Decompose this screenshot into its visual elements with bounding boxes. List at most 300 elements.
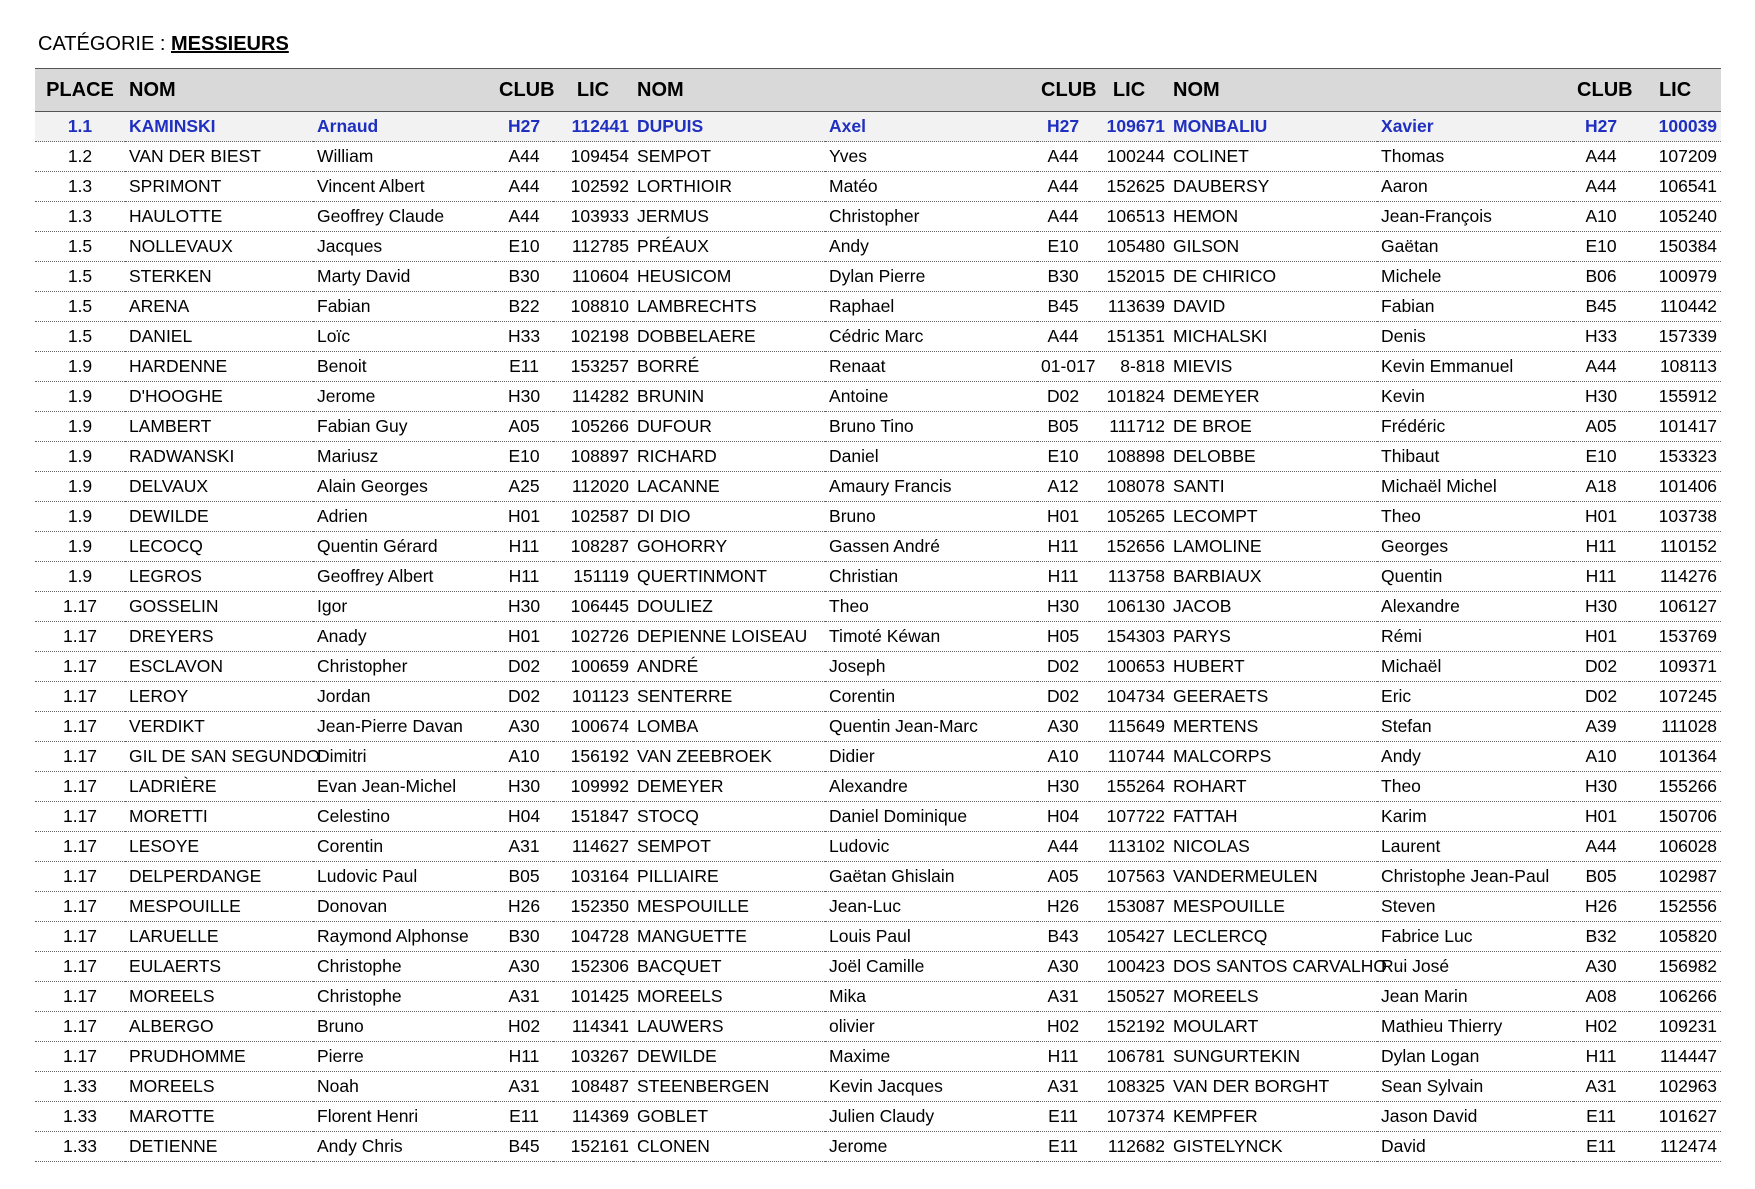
table-row xyxy=(35,442,1721,472)
cell-club-3: E10 xyxy=(1573,442,1629,472)
cell-club-1: E10 xyxy=(495,442,553,472)
cell-prenom-1: Pierre xyxy=(313,1042,495,1072)
cell-nom-2: QUERTINMONT xyxy=(633,562,825,592)
cell-prenom-3: Theo xyxy=(1377,772,1573,802)
cell-lic-2: 154303 xyxy=(1089,622,1169,652)
cell-prenom-1: Igor xyxy=(313,592,495,622)
cell-lic-1: 108487 xyxy=(553,1072,633,1102)
cell-prenom-2: Ludovic xyxy=(825,832,1037,862)
cell-club-3: A39 xyxy=(1573,712,1629,742)
cell-club-1: E11 xyxy=(495,1102,553,1132)
cell-prenom-1: Raymond Alphonse xyxy=(313,922,495,952)
cell-place: 1.17 xyxy=(35,922,125,952)
cell-nom-2: MANGUETTE xyxy=(633,922,825,952)
cell-club-1: H30 xyxy=(495,382,553,412)
table-row xyxy=(35,682,1721,712)
cell-lic-1: 102198 xyxy=(553,322,633,352)
cell-nom-2: CLONEN xyxy=(633,1132,825,1162)
cell-nom-1: HARDENNE xyxy=(125,352,313,382)
cell-prenom-3: Michaël Michel xyxy=(1377,472,1573,502)
cell-prenom-1: Andy Chris xyxy=(313,1132,495,1162)
cell-prenom-1: Jerome xyxy=(313,382,495,412)
cell-club-3: E11 xyxy=(1573,1132,1629,1162)
cell-club-1: A05 xyxy=(495,412,553,442)
cell-nom-1: MORETTI xyxy=(125,802,313,832)
cell-club-2: A31 xyxy=(1037,1072,1089,1102)
cell-nom-2: DUPUIS xyxy=(633,112,825,142)
cell-club-3: A08 xyxy=(1573,982,1629,1012)
cell-club-3: A44 xyxy=(1573,142,1629,172)
cell-lic-3: 107209 xyxy=(1629,142,1721,172)
cell-club-2: H30 xyxy=(1037,772,1089,802)
cell-prenom-1: Quentin Gérard xyxy=(313,532,495,562)
cell-prenom-1: Alain Georges xyxy=(313,472,495,502)
cell-lic-1: 156192 xyxy=(553,742,633,772)
cell-lic-2: 108325 xyxy=(1089,1072,1169,1102)
cell-club-1: B05 xyxy=(495,862,553,892)
cell-club-1: H27 xyxy=(495,112,553,142)
cell-nom-3: MICHALSKI xyxy=(1169,322,1377,352)
cell-lic-3: 110152 xyxy=(1629,532,1721,562)
cell-nom-2: STOCQ xyxy=(633,802,825,832)
cell-prenom-2: Jean-Luc xyxy=(825,892,1037,922)
cell-club-3: A44 xyxy=(1573,172,1629,202)
cell-lic-2: 104734 xyxy=(1089,682,1169,712)
cell-prenom-2: Daniel Dominique xyxy=(825,802,1037,832)
cell-prenom-3: Thibaut xyxy=(1377,442,1573,472)
cell-nom-3: PARYS xyxy=(1169,622,1377,652)
cell-lic-2: 106513 xyxy=(1089,202,1169,232)
cell-nom-2: DOULIEZ xyxy=(633,592,825,622)
cell-prenom-1: Loïc xyxy=(313,322,495,352)
cell-prenom-1: Anady xyxy=(313,622,495,652)
cell-club-2: H26 xyxy=(1037,892,1089,922)
cell-nom-2: ANDRÉ xyxy=(633,652,825,682)
cell-nom-2: PRÉAUX xyxy=(633,232,825,262)
cell-lic-2: 107563 xyxy=(1089,862,1169,892)
table-row xyxy=(35,832,1721,862)
cell-lic-3: 101406 xyxy=(1629,472,1721,502)
cell-nom-1: STERKEN xyxy=(125,262,313,292)
cell-prenom-1: Benoit xyxy=(313,352,495,382)
cell-nom-3: SUNGURTEKIN xyxy=(1169,1042,1377,1072)
cell-club-3: B45 xyxy=(1573,292,1629,322)
cell-prenom-3: Kevin xyxy=(1377,382,1573,412)
cell-nom-1: DANIEL xyxy=(125,322,313,352)
table-row xyxy=(35,322,1721,352)
header-lic: LIC xyxy=(1089,69,1169,112)
cell-prenom-3: Jean-François xyxy=(1377,202,1573,232)
table-row xyxy=(35,562,1721,592)
cell-prenom-3: Fabrice Luc xyxy=(1377,922,1573,952)
cell-lic-2: 107722 xyxy=(1089,802,1169,832)
cell-prenom-1: Celestino xyxy=(313,802,495,832)
cell-club-2: E11 xyxy=(1037,1132,1089,1162)
cell-lic-3: 111028 xyxy=(1629,712,1721,742)
cell-prenom-3: Karim xyxy=(1377,802,1573,832)
cell-club-2: B45 xyxy=(1037,292,1089,322)
cell-lic-2: 110744 xyxy=(1089,742,1169,772)
cell-nom-1: PRUDHOMME xyxy=(125,1042,313,1072)
cell-place: 1.17 xyxy=(35,982,125,1012)
cell-place: 1.17 xyxy=(35,682,125,712)
category-label: CATÉGORIE : xyxy=(38,33,166,55)
cell-place: 1.17 xyxy=(35,772,125,802)
cell-lic-2: 152625 xyxy=(1089,172,1169,202)
table-row xyxy=(35,142,1721,172)
cell-nom-1: KAMINSKI xyxy=(125,112,313,142)
cell-nom-1: MOREELS xyxy=(125,982,313,1012)
cell-prenom-3: Mathieu Thierry xyxy=(1377,1012,1573,1042)
cell-nom-1: DETIENNE xyxy=(125,1132,313,1162)
cell-place: 1.17 xyxy=(35,742,125,772)
cell-nom-2: BRUNIN xyxy=(633,382,825,412)
cell-nom-2: LACANNE xyxy=(633,472,825,502)
table-row xyxy=(35,1132,1721,1162)
cell-nom-1: SPRIMONT xyxy=(125,172,313,202)
cell-lic-3: 100979 xyxy=(1629,262,1721,292)
cell-nom-3: COLINET xyxy=(1169,142,1377,172)
cell-club-2: A05 xyxy=(1037,862,1089,892)
cell-nom-3: MOULART xyxy=(1169,1012,1377,1042)
cell-nom-1: ALBERGO xyxy=(125,1012,313,1042)
header-row xyxy=(35,69,1721,112)
cell-prenom-3: Aaron xyxy=(1377,172,1573,202)
cell-club-3: H30 xyxy=(1573,382,1629,412)
cell-club-1: E10 xyxy=(495,232,553,262)
cell-lic-1: 112441 xyxy=(553,112,633,142)
cell-nom-3: LECOMPT xyxy=(1169,502,1377,532)
cell-place: 1.1 xyxy=(35,112,125,142)
cell-prenom-3: Laurent xyxy=(1377,832,1573,862)
header-club: CLUB xyxy=(1037,69,1089,112)
cell-lic-1: 102592 xyxy=(553,172,633,202)
cell-club-2: B05 xyxy=(1037,412,1089,442)
cell-nom-3: GISTELYNCK xyxy=(1169,1132,1377,1162)
cell-prenom-3: Dylan Logan xyxy=(1377,1042,1573,1072)
cell-prenom-3: Quentin xyxy=(1377,562,1573,592)
cell-place: 1.17 xyxy=(35,832,125,862)
cell-lic-3: 156982 xyxy=(1629,952,1721,982)
cell-prenom-2: Joseph xyxy=(825,652,1037,682)
table-row xyxy=(35,1072,1721,1102)
cell-prenom-1: Christophe xyxy=(313,982,495,1012)
cell-prenom-2: Christopher xyxy=(825,202,1037,232)
table-row xyxy=(35,172,1721,202)
cell-club-1: H02 xyxy=(495,1012,553,1042)
cell-nom-2: DEMEYER xyxy=(633,772,825,802)
cell-prenom-1: Bruno xyxy=(313,1012,495,1042)
cell-club-1: A10 xyxy=(495,742,553,772)
cell-lic-3: 106127 xyxy=(1629,592,1721,622)
cell-club-1: H01 xyxy=(495,502,553,532)
cell-lic-2: 100653 xyxy=(1089,652,1169,682)
cell-prenom-2: Quentin Jean-Marc xyxy=(825,712,1037,742)
cell-lic-2: 150527 xyxy=(1089,982,1169,1012)
cell-place: 1.2 xyxy=(35,142,125,172)
cell-club-3: A31 xyxy=(1573,1072,1629,1102)
cell-nom-3: KEMPFER xyxy=(1169,1102,1377,1132)
cell-lic-1: 151847 xyxy=(553,802,633,832)
cell-lic-1: 102587 xyxy=(553,502,633,532)
table-row xyxy=(35,802,1721,832)
cell-lic-3: 153323 xyxy=(1629,442,1721,472)
cell-club-2: B43 xyxy=(1037,922,1089,952)
cell-lic-1: 112785 xyxy=(553,232,633,262)
cell-club-1: H30 xyxy=(495,772,553,802)
cell-nom-3: LECLERCQ xyxy=(1169,922,1377,952)
cell-lic-3: 100039 xyxy=(1629,112,1721,142)
cell-prenom-2: Daniel xyxy=(825,442,1037,472)
cell-prenom-2: Andy xyxy=(825,232,1037,262)
cell-club-2: D02 xyxy=(1037,382,1089,412)
cell-club-2: A44 xyxy=(1037,172,1089,202)
cell-prenom-1: Jean-Pierre Davan xyxy=(313,712,495,742)
cell-club-1: H11 xyxy=(495,1042,553,1072)
cell-club-2: A31 xyxy=(1037,982,1089,1012)
cell-nom-3: MALCORPS xyxy=(1169,742,1377,772)
cell-nom-1: MAROTTE xyxy=(125,1102,313,1132)
cell-prenom-2: Jerome xyxy=(825,1132,1037,1162)
cell-prenom-3: Kevin Emmanuel xyxy=(1377,352,1573,382)
cell-nom-3: FATTAH xyxy=(1169,802,1377,832)
cell-club-3: H26 xyxy=(1573,892,1629,922)
table-row xyxy=(35,532,1721,562)
cell-place: 1.9 xyxy=(35,502,125,532)
cell-nom-2: MESPOUILLE xyxy=(633,892,825,922)
cell-lic-1: 109992 xyxy=(553,772,633,802)
cell-club-2: E11 xyxy=(1037,1102,1089,1132)
cell-prenom-1: Arnaud xyxy=(313,112,495,142)
cell-place: 1.17 xyxy=(35,1042,125,1072)
cell-prenom-2: Timoté Kéwan xyxy=(825,622,1037,652)
cell-club-3: A05 xyxy=(1573,412,1629,442)
cell-prenom-2: Bruno Tino xyxy=(825,412,1037,442)
cell-nom-2: STEENBERGEN xyxy=(633,1072,825,1102)
cell-nom-3: DE BROE xyxy=(1169,412,1377,442)
cell-lic-3: 114276 xyxy=(1629,562,1721,592)
cell-nom-1: LAMBERT xyxy=(125,412,313,442)
cell-lic-3: 103738 xyxy=(1629,502,1721,532)
cell-prenom-2: Gaëtan Ghislain xyxy=(825,862,1037,892)
cell-club-3: A10 xyxy=(1573,202,1629,232)
header-nom: NOM xyxy=(633,69,1037,112)
cell-club-3: A44 xyxy=(1573,352,1629,382)
cell-place: 1.5 xyxy=(35,232,125,262)
cell-prenom-2: Louis Paul xyxy=(825,922,1037,952)
cell-place: 1.33 xyxy=(35,1132,125,1162)
cell-prenom-2: Joël Camille xyxy=(825,952,1037,982)
cell-nom-1: NOLLEVAUX xyxy=(125,232,313,262)
cell-lic-1: 153257 xyxy=(553,352,633,382)
table-row xyxy=(35,922,1721,952)
cell-prenom-2: Corentin xyxy=(825,682,1037,712)
cell-prenom-2: Raphael xyxy=(825,292,1037,322)
cell-prenom-2: Antoine xyxy=(825,382,1037,412)
cell-club-2: H05 xyxy=(1037,622,1089,652)
cell-lic-1: 152350 xyxy=(553,892,633,922)
cell-nom-3: VANDERMEULEN xyxy=(1169,862,1377,892)
cell-lic-1: 110604 xyxy=(553,262,633,292)
cell-lic-1: 103164 xyxy=(553,862,633,892)
cell-nom-2: HEUSICOM xyxy=(633,262,825,292)
cell-lic-2: 105480 xyxy=(1089,232,1169,262)
cell-lic-3: 110442 xyxy=(1629,292,1721,322)
cell-lic-1: 152306 xyxy=(553,952,633,982)
cell-lic-1: 114369 xyxy=(553,1102,633,1132)
cell-prenom-3: Frédéric xyxy=(1377,412,1573,442)
cell-lic-3: 102963 xyxy=(1629,1072,1721,1102)
cell-club-1: H04 xyxy=(495,802,553,832)
cell-prenom-2: Kevin Jacques xyxy=(825,1072,1037,1102)
cell-club-3: D02 xyxy=(1573,682,1629,712)
cell-prenom-3: Stefan xyxy=(1377,712,1573,742)
cell-prenom-2: Alexandre xyxy=(825,772,1037,802)
cell-lic-2: 100423 xyxy=(1089,952,1169,982)
table-row xyxy=(35,352,1721,382)
cell-lic-3: 157339 xyxy=(1629,322,1721,352)
cell-lic-2: 109671 xyxy=(1089,112,1169,142)
cell-place: 1.17 xyxy=(35,892,125,922)
table-row xyxy=(35,772,1721,802)
cell-prenom-3: Michele xyxy=(1377,262,1573,292)
cell-club-1: H11 xyxy=(495,532,553,562)
cell-club-3: H02 xyxy=(1573,1012,1629,1042)
cell-club-1: H11 xyxy=(495,562,553,592)
cell-club-1: B45 xyxy=(495,1132,553,1162)
cell-club-2: H27 xyxy=(1037,112,1089,142)
cell-lic-2: 115649 xyxy=(1089,712,1169,742)
cell-nom-2: DI DIO xyxy=(633,502,825,532)
cell-place: 1.9 xyxy=(35,412,125,442)
cell-nom-2: BACQUET xyxy=(633,952,825,982)
cell-lic-3: 105240 xyxy=(1629,202,1721,232)
cell-place: 1.5 xyxy=(35,322,125,352)
cell-club-1: A44 xyxy=(495,172,553,202)
cell-nom-1: LEGROS xyxy=(125,562,313,592)
cell-nom-2: LAUWERS xyxy=(633,1012,825,1042)
header-lic: LIC xyxy=(553,69,633,112)
cell-club-2: H30 xyxy=(1037,592,1089,622)
cell-club-3: B32 xyxy=(1573,922,1629,952)
cell-club-2: 01-017 xyxy=(1037,352,1089,382)
cell-nom-1: DREYERS xyxy=(125,622,313,652)
cell-club-3: A10 xyxy=(1573,742,1629,772)
category-value: MESSIEURS xyxy=(170,33,289,55)
cell-prenom-1: Florent Henri xyxy=(313,1102,495,1132)
cell-nom-2: DOBBELAERE xyxy=(633,322,825,352)
cell-place: 1.9 xyxy=(35,442,125,472)
cell-lic-2: 112682 xyxy=(1089,1132,1169,1162)
cell-club-2: A44 xyxy=(1037,832,1089,862)
cell-lic-3: 101417 xyxy=(1629,412,1721,442)
cell-place: 1.17 xyxy=(35,622,125,652)
cell-club-1: H01 xyxy=(495,622,553,652)
cell-nom-2: DEWILDE xyxy=(633,1042,825,1072)
header-lic: LIC xyxy=(1629,69,1721,112)
cell-nom-3: DEMEYER xyxy=(1169,382,1377,412)
cell-club-1: H33 xyxy=(495,322,553,352)
cell-nom-2: GOBLET xyxy=(633,1102,825,1132)
cell-club-3: B06 xyxy=(1573,262,1629,292)
cell-prenom-1: Dimitri xyxy=(313,742,495,772)
cell-prenom-3: Sean Sylvain xyxy=(1377,1072,1573,1102)
cell-lic-2: 107374 xyxy=(1089,1102,1169,1132)
cell-nom-2: PILLIAIRE xyxy=(633,862,825,892)
cell-lic-1: 100659 xyxy=(553,652,633,682)
cell-lic-1: 108897 xyxy=(553,442,633,472)
table-row xyxy=(35,382,1721,412)
cell-prenom-2: Cédric Marc xyxy=(825,322,1037,352)
cell-club-3: E10 xyxy=(1573,232,1629,262)
cell-lic-2: 106781 xyxy=(1089,1042,1169,1072)
cell-lic-2: 105427 xyxy=(1089,922,1169,952)
cell-club-3: A30 xyxy=(1573,952,1629,982)
cell-club-1: B30 xyxy=(495,262,553,292)
cell-prenom-2: Dylan Pierre xyxy=(825,262,1037,292)
cell-prenom-2: Christian xyxy=(825,562,1037,592)
cell-club-2: A30 xyxy=(1037,712,1089,742)
cell-nom-1: LEROY xyxy=(125,682,313,712)
cell-lic-2: 105265 xyxy=(1089,502,1169,532)
cell-prenom-1: Vincent Albert xyxy=(313,172,495,202)
cell-club-2: H02 xyxy=(1037,1012,1089,1042)
cell-lic-2: 152015 xyxy=(1089,262,1169,292)
cell-nom-3: VAN DER BORGHT xyxy=(1169,1072,1377,1102)
cell-club-1: H30 xyxy=(495,592,553,622)
cell-lic-3: 109371 xyxy=(1629,652,1721,682)
cell-club-2: D02 xyxy=(1037,652,1089,682)
cell-prenom-3: Jason David xyxy=(1377,1102,1573,1132)
cell-lic-3: 114447 xyxy=(1629,1042,1721,1072)
table-row xyxy=(35,472,1721,502)
cell-lic-3: 106266 xyxy=(1629,982,1721,1012)
cell-lic-1: 104728 xyxy=(553,922,633,952)
cell-lic-2: 113102 xyxy=(1089,832,1169,862)
cell-club-2: H11 xyxy=(1037,1042,1089,1072)
cell-place: 1.9 xyxy=(35,472,125,502)
cell-prenom-3: Christophe Jean-Paul xyxy=(1377,862,1573,892)
cell-prenom-1: Noah xyxy=(313,1072,495,1102)
cell-nom-3: DOS SANTOS CARVALHO xyxy=(1169,952,1377,982)
cell-lic-1: 103267 xyxy=(553,1042,633,1072)
cell-club-2: A10 xyxy=(1037,742,1089,772)
cell-lic-2: 108078 xyxy=(1089,472,1169,502)
table-row xyxy=(35,412,1721,442)
cell-nom-2: DEPIENNE LOISEAU xyxy=(633,622,825,652)
cell-prenom-3: Michaël xyxy=(1377,652,1573,682)
cell-club-3: H01 xyxy=(1573,802,1629,832)
cell-lic-1: 108810 xyxy=(553,292,633,322)
cell-prenom-2: Matéo xyxy=(825,172,1037,202)
cell-nom-1: GOSSELIN xyxy=(125,592,313,622)
cell-prenom-1: Jacques xyxy=(313,232,495,262)
cell-club-1: A30 xyxy=(495,712,553,742)
cell-prenom-3: Rémi xyxy=(1377,622,1573,652)
cell-club-3: H01 xyxy=(1573,622,1629,652)
cell-prenom-3: David xyxy=(1377,1132,1573,1162)
cell-prenom-3: Thomas xyxy=(1377,142,1573,172)
cell-nom-3: DAUBERSY xyxy=(1169,172,1377,202)
cell-lic-1: 109454 xyxy=(553,142,633,172)
cell-club-2: A44 xyxy=(1037,202,1089,232)
cell-prenom-1: Ludovic Paul xyxy=(313,862,495,892)
cell-lic-3: 101627 xyxy=(1629,1102,1721,1132)
cell-lic-2: 152192 xyxy=(1089,1012,1169,1042)
cell-prenom-2: olivier xyxy=(825,1012,1037,1042)
cell-nom-2: LOMBA xyxy=(633,712,825,742)
cell-lic-1: 108287 xyxy=(553,532,633,562)
